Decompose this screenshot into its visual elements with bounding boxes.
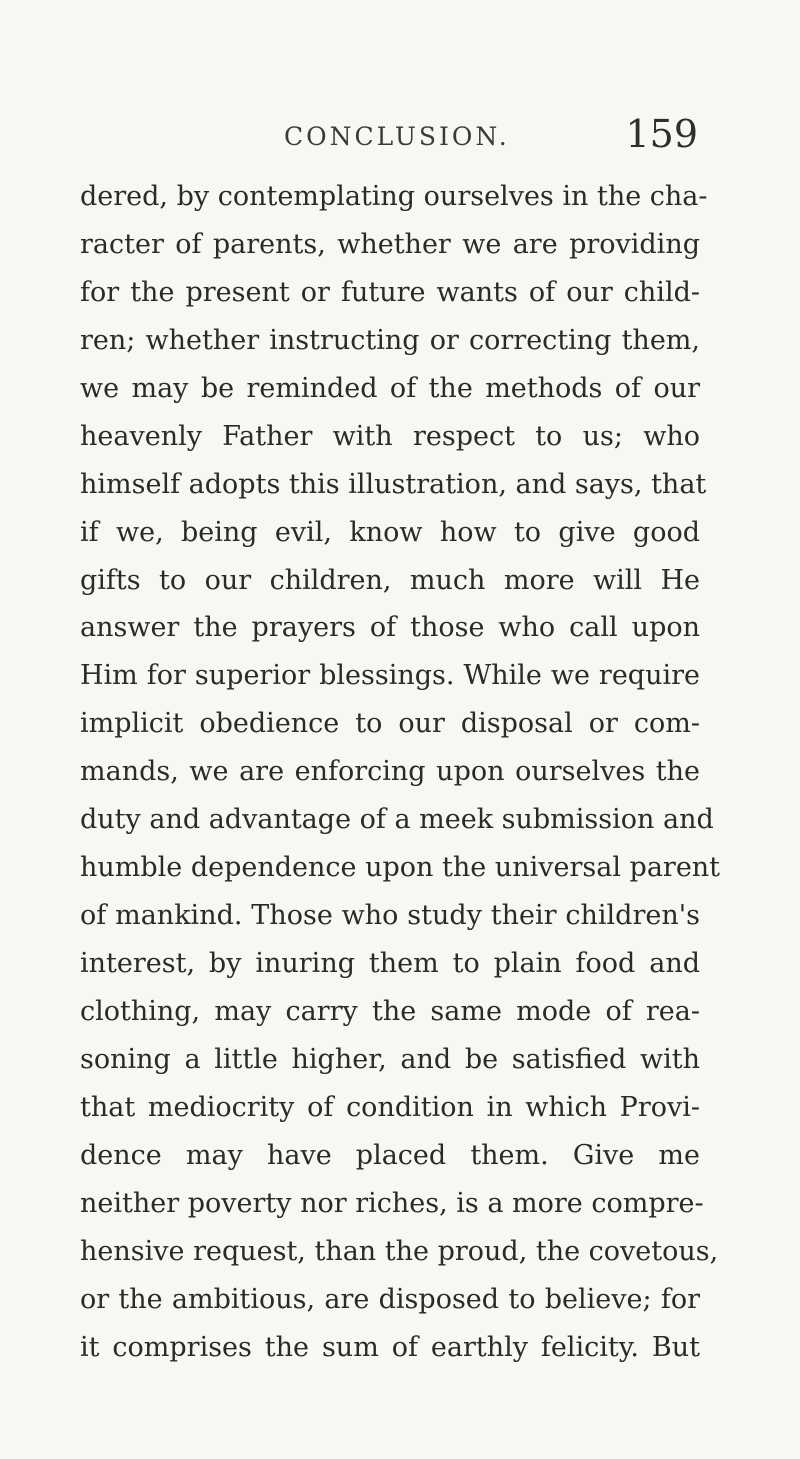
running-head	[78, 112, 698, 164]
text-line: ren; whether instructing or correcting them,	[80, 324, 700, 356]
text-line: we may be reminded of the methods of our	[80, 372, 700, 404]
text-line: interest, by inuring them to plain food and	[80, 948, 700, 979]
text-line: himself adopts this illustration, and says, that	[80, 468, 707, 500]
text-line: that mediocrity of condition in which Provi-	[80, 1091, 700, 1123]
section-title: CONCLUSION.	[284, 122, 510, 151]
text-line: or the ambitious, are disposed to believe; for	[80, 1283, 700, 1315]
text-line: answer the prayers of those who call upon	[80, 612, 700, 644]
text-line: duty and advantage of a meek submission and	[80, 804, 714, 836]
text-line: of mankind. Those who study their children's	[80, 900, 700, 932]
text-line: clothing, may carry the same mode of rea-	[80, 995, 700, 1027]
text-line: for the present or future wants of our child-	[80, 276, 700, 308]
text-line: mands, we are enforcing upon ourselves the	[80, 756, 700, 788]
text-line: if we, being evil, know how to give good	[80, 516, 700, 548]
text-line: Him for superior blessings. While we require	[80, 660, 700, 692]
page-number: 159	[625, 112, 698, 156]
text-line: heavenly Father with respect to us; who	[80, 420, 700, 452]
text-line: humble dependence upon the universal parent	[80, 852, 721, 884]
body-text	[80, 173, 721, 1371]
text-line: gifts to our children, much more will He	[80, 564, 700, 596]
text-line: hensive request, than the proud, the covetous,	[80, 1235, 719, 1267]
text-line: neither poverty nor riches, is a more compre-	[80, 1187, 704, 1219]
text-line: it comprises the sum of earthly felicity. But	[80, 1331, 700, 1363]
text-line: dence may have placed them. Give me	[80, 1139, 700, 1171]
text-line: implicit obedience to our disposal or com-	[80, 708, 700, 740]
text-line: soning a little higher, and be satisfied with	[80, 1043, 700, 1075]
text-line: racter of parents, whether we are providing	[80, 228, 700, 260]
text-line: dered, by contemplating ourselves in the cha-	[80, 181, 708, 212]
